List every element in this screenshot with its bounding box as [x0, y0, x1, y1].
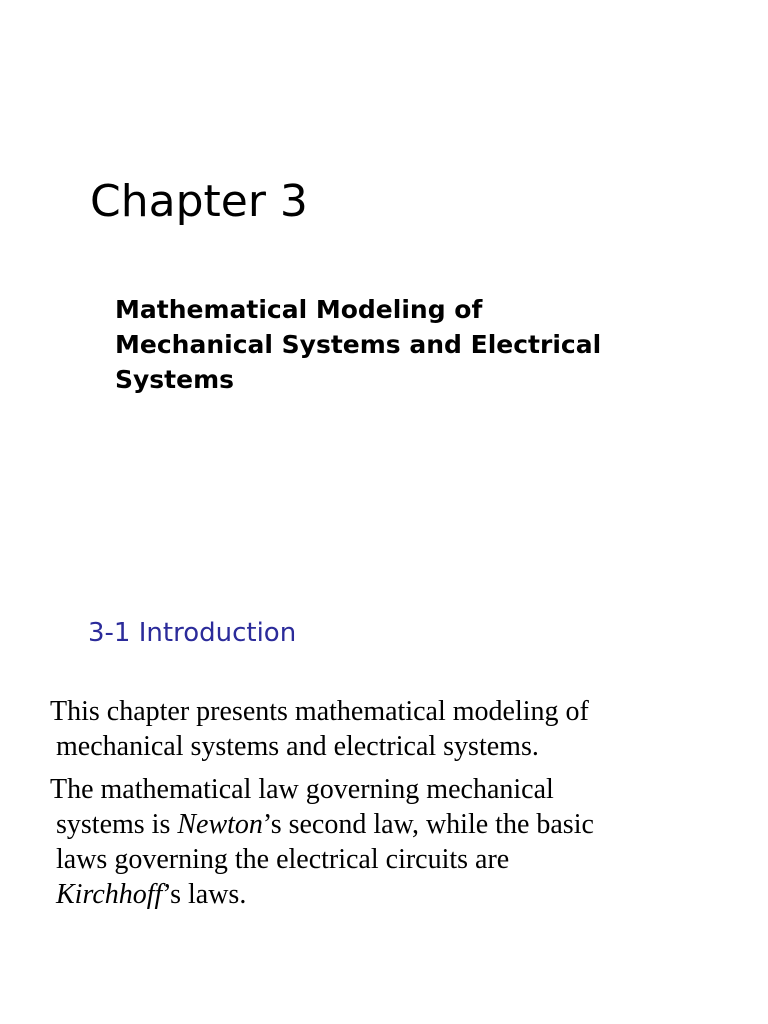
- chapter-title: Chapter 3: [90, 176, 308, 227]
- text-run: ’s second law, while the basic: [262, 809, 594, 840]
- kirchhoff-name: Kirchhoff: [56, 879, 163, 910]
- paragraph-line: mechanical systems and electrical systems.: [56, 731, 539, 762]
- text-run: systems is: [56, 809, 178, 840]
- paragraph-line: [50, 877, 594, 912]
- newton-name: Newton: [177, 809, 263, 840]
- paragraph-line: The mathematical law governing mechanical: [50, 774, 554, 805]
- subtitle-line: Systems: [115, 365, 235, 394]
- text-run: ’s laws.: [162, 879, 247, 910]
- paragraph-line: [50, 807, 594, 842]
- paragraph-line: This chapter presents mathematical modeling of: [50, 696, 589, 727]
- section-heading: 3-1 Introduction: [88, 618, 297, 648]
- subtitle-line: Mathematical Modeling of: [115, 295, 483, 324]
- paragraph-line: laws governing the electrical circuits are: [56, 844, 510, 875]
- intro-paragraph-1: [50, 694, 589, 764]
- intro-paragraph-2: [50, 772, 594, 912]
- chapter-subtitle: [115, 292, 675, 397]
- subtitle-line: Mechanical Systems and Electrical: [115, 330, 602, 359]
